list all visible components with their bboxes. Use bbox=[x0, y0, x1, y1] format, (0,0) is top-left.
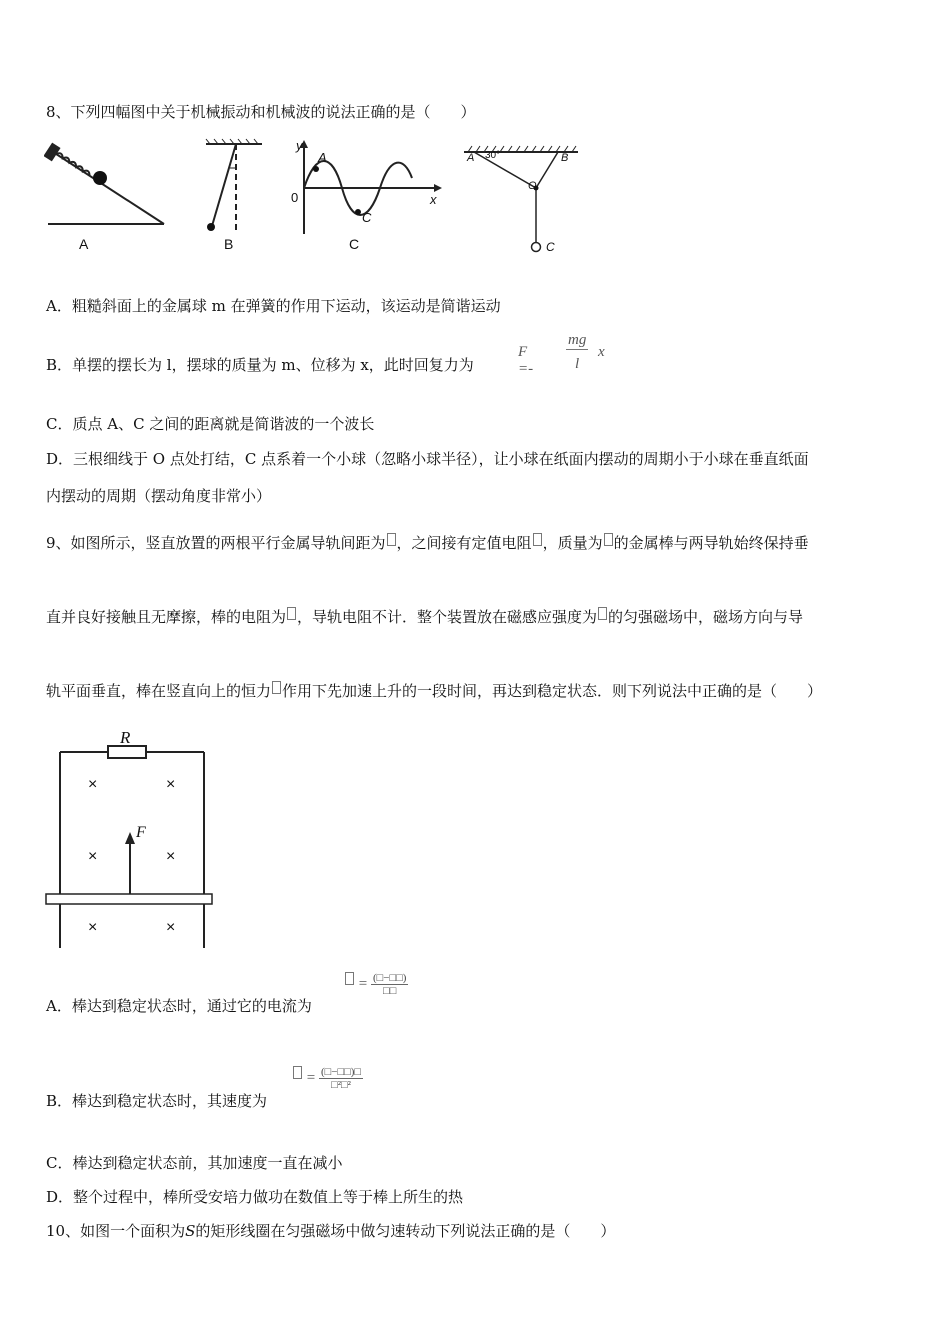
q9-text: 作用下先加速上升的一段时间，再达到稳定状态．则下列说法中正确的是（ ） bbox=[282, 682, 823, 700]
q8-figure-c-axis-y: y bbox=[296, 138, 303, 153]
restoring-force-x: x bbox=[598, 344, 605, 360]
q9-option-b-formula bbox=[292, 1066, 363, 1091]
q9-option-d: D．整个过程中，棒所受安培力做功在数值上等于棒上所生的热 bbox=[46, 1188, 464, 1206]
q9-text: ，质量为 bbox=[542, 534, 603, 552]
q9-text: 轨平面垂直，棒在竖直向上的恒力 bbox=[46, 682, 272, 700]
restoring-force-denominator: l bbox=[575, 356, 580, 372]
q9-option-a: A．棒达到稳定状态时，通过它的电流为 bbox=[46, 997, 312, 1015]
q8-figure-d-point-o: O bbox=[528, 180, 537, 192]
q8-option-a: A．粗糙斜面上的金属球 m 在弹簧的作用下运动，该运动是简谐运动 bbox=[46, 297, 501, 315]
q9-text: ，之间接有定值电阻 bbox=[396, 534, 532, 552]
q8-figure-d-angle: 30° bbox=[485, 150, 501, 161]
missing-symbol-icon bbox=[272, 681, 281, 694]
current-denominator: □□ bbox=[383, 985, 397, 997]
q8-figure-a bbox=[44, 140, 174, 258]
q10-text: 的矩形线圈在匀强磁场中做匀速转动下列说法正确的是（ ） bbox=[195, 1222, 616, 1240]
missing-symbol-icon bbox=[604, 533, 613, 546]
q8-option-b-text: B．单摆的摆长为 l，摆球的质量为 m、位移为 x，此时回复力为 bbox=[46, 356, 474, 374]
q8-figure-b-label: B bbox=[224, 236, 234, 252]
q9-stem-line3 bbox=[46, 681, 822, 701]
q8-figure-c-axis-x: x bbox=[430, 192, 437, 207]
q8-figure-c-label: C bbox=[349, 236, 360, 252]
q10-text: 10、如图一个面积为 bbox=[46, 1222, 186, 1240]
q9-text: 的匀强磁场中，磁场方向与导 bbox=[608, 608, 804, 626]
field-cross: × bbox=[88, 776, 98, 793]
q9-text: ，导轨电阻不计．整个装置放在磁感应强度为 bbox=[297, 608, 598, 626]
q8-figure-d-point-b: B bbox=[561, 152, 569, 164]
q9-figure bbox=[44, 726, 220, 952]
force-label: F bbox=[136, 824, 146, 841]
velocity-denominator: □²□² bbox=[331, 1079, 351, 1091]
missing-symbol-icon bbox=[598, 607, 607, 620]
q8-option-c: C．质点 A、C 之间的距离就是简谐波的一个波长 bbox=[46, 415, 375, 433]
q8-option-d-line2: 内摆动的周期（摆动角度非常小） bbox=[46, 487, 272, 505]
q9-text: 直并良好接触且无摩擦，棒的电阻为 bbox=[46, 608, 287, 626]
q8-figure-c-point-c: C bbox=[362, 210, 372, 225]
area-symbol: S bbox=[185, 1222, 196, 1240]
missing-symbol-icon bbox=[287, 607, 296, 620]
q8-option-b bbox=[46, 355, 474, 375]
q9-option-c: C．棒达到稳定状态前，其加速度一直在减小 bbox=[46, 1154, 343, 1172]
q8-option-d-line1: D．三根细线于 O 点处打结，C 点系着一个小球（忽略小球半径），让小球在纸面内摆动的周期小于小球在垂直纸面 bbox=[46, 450, 809, 468]
restoring-force-numerator: mg bbox=[568, 332, 587, 348]
q10-stem bbox=[46, 1221, 615, 1241]
field-cross: × bbox=[166, 776, 176, 793]
field-cross: × bbox=[88, 848, 98, 865]
q9-stem-line1 bbox=[46, 533, 809, 553]
restoring-force-lhs: F =- bbox=[518, 344, 534, 377]
missing-symbol-icon bbox=[293, 1066, 302, 1079]
q9-text: 9、如图所示，竖直放置的两根平行金属导轨间距为 bbox=[46, 534, 386, 552]
resistor-label: R bbox=[120, 728, 131, 747]
q9-text: 的金属棒与两导轨始终保持垂 bbox=[613, 534, 809, 552]
missing-symbol-icon bbox=[533, 533, 542, 546]
velocity-numerator: (□−□□)□ bbox=[320, 1066, 362, 1078]
equals-sign: = bbox=[306, 1069, 316, 1086]
q8-figure-b bbox=[196, 138, 266, 238]
q8-figure-c-origin: 0 bbox=[291, 190, 299, 205]
missing-symbol-icon bbox=[345, 972, 354, 985]
q9-option-a-formula bbox=[344, 972, 408, 997]
field-cross: × bbox=[166, 919, 176, 936]
q8-figure-c-point-a: A bbox=[318, 150, 327, 165]
velocity-fraction bbox=[319, 1066, 363, 1091]
current-numerator: (□−□□) bbox=[372, 972, 407, 984]
field-cross: × bbox=[88, 919, 98, 936]
q8-stem: 8、下列四幅图中关于机械振动和机械波的说法正确的是（ ） bbox=[46, 103, 476, 121]
equals-sign: = bbox=[358, 975, 368, 992]
field-cross: × bbox=[166, 848, 176, 865]
current-fraction bbox=[371, 972, 408, 997]
q8-figure-d-point-c: C bbox=[546, 240, 555, 254]
missing-symbol-icon bbox=[387, 533, 396, 546]
q9-option-b: B．棒达到稳定状态时，其速度为 bbox=[46, 1092, 268, 1110]
q8-figure-a-label: A bbox=[79, 236, 89, 252]
q8-figure-d-point-a: A bbox=[467, 152, 475, 164]
q9-stem-line2 bbox=[46, 607, 803, 627]
